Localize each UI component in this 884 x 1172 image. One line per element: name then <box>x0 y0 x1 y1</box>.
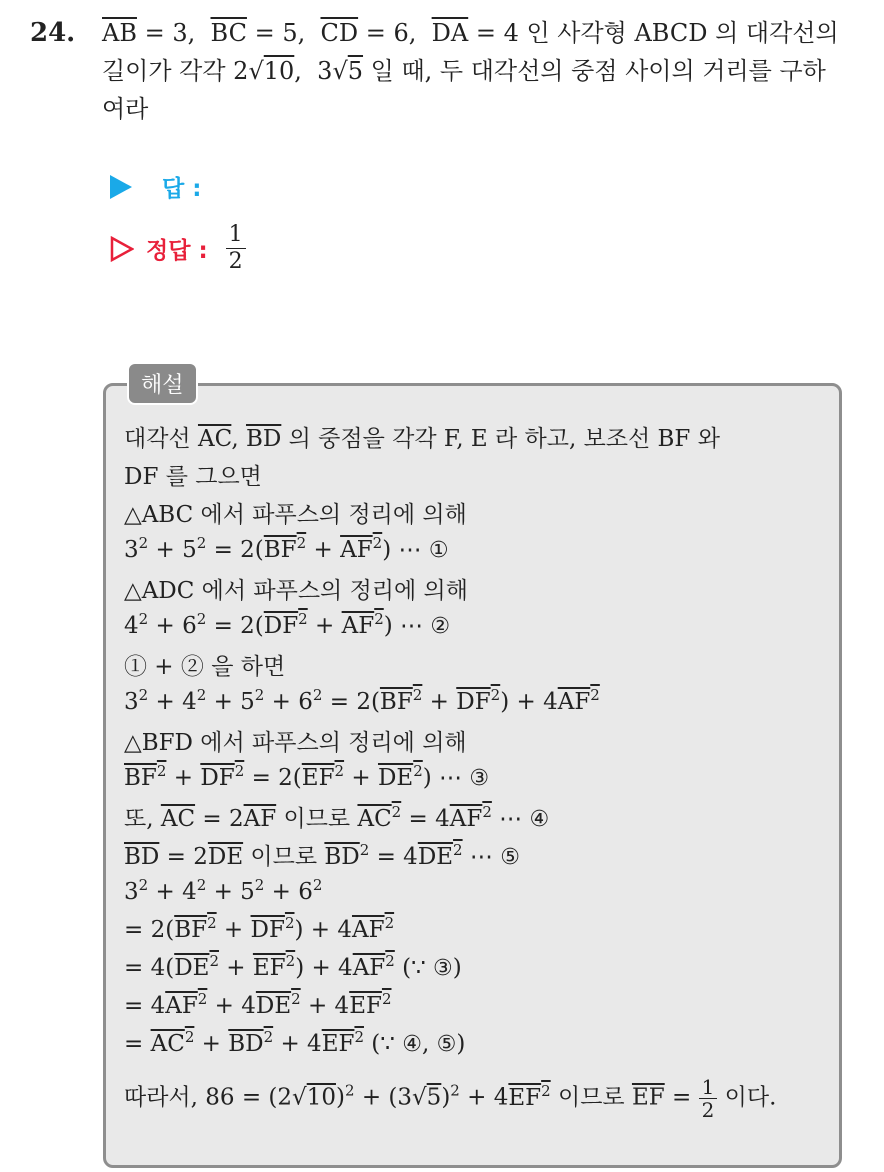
question-number: 24. <box>30 18 76 48</box>
solution-line: $3^2 + 4^2 + 5^2 + 6^2 = 2(BF^2 + DF^2) + 4AF^2$ <box>124 686 600 715</box>
answer-row <box>110 170 201 203</box>
solution-line: $\overline{BD} = 2\overline{DE}$ 이므로 $\overline{BD}^2 = 4DE^2$ ⋯ ⑤ <box>124 841 520 870</box>
solution-line: $3^2 + 5^2 = 2(BF^2 + AF^2)$ ⋯ ① <box>124 534 449 563</box>
solution-line: △ABC 에서 파푸스의 정리에 의해 <box>124 502 467 528</box>
fraction-numerator: 1 <box>226 222 246 249</box>
solution-line: 따라서, $86 = (2√10)^2 + (3√5)^2 + 4EF^2$ 이므로 $\overline{EF}$ = $\frac{1}{2}$ 이다. <box>124 1075 777 1122</box>
solution-line: $BF^2 + DF^2 = 2(EF^2 + DE^2)$ ⋯ ③ <box>124 762 490 791</box>
solution-line: = $AC^2 + BD^2 + 4EF^2$ (∵ ④, ⑤) <box>124 1028 466 1057</box>
fraction-denominator: 2 <box>228 249 243 274</box>
question-line-2: 길이가 각각 2√10, 3√5 일 때, 두 대각선의 중점 사이의 거리를 구하 <box>102 57 826 85</box>
solution-line: 대각선 $\overline{AC}$, $\overline{BD}$ 의 중점을 각각 F, E 라 하고, 보조선 BF 와 <box>124 426 720 452</box>
solution-line: $3^2 + 4^2 + 5^2 + 6^2$ <box>124 876 323 905</box>
solution-tag: 해설 <box>127 362 198 405</box>
solution-line: △BFD 에서 파푸스의 정리에 의해 <box>124 730 467 756</box>
solution-line: = $4AF^2 + 4DE^2 + 4EF^2$ <box>124 990 392 1019</box>
solution-line: $4^2 + 6^2 = 2(DF^2 + AF^2)$ ⋯ ② <box>124 610 451 639</box>
question-text <box>102 14 870 128</box>
question-line-1: $\overline{AB} = 3$, $\overline{BC} = 5$, $\overline{CD} = 6$, $\overline{DA} = 4$ 인 사각형 ABCD 의 대각선의 <box>102 19 839 47</box>
correct-answer-row <box>110 222 246 275</box>
problem-statement <box>30 14 870 128</box>
question-line-3: 여라 <box>102 95 149 123</box>
correct-answer-fraction <box>226 222 246 275</box>
outline-triangle-icon <box>110 236 134 262</box>
play-triangle-icon <box>110 175 132 199</box>
solution-line: ① + ② 을 하면 <box>124 654 286 680</box>
answer-label: 답 : <box>162 176 202 202</box>
solution-line: = $4(DE^2 + EF^2) + 4AF^2$ (∵ ③) <box>124 952 462 981</box>
correct-answer-label: 정답 : <box>146 238 208 264</box>
solution-line: 또, $\overline{AC} = 2\overline{AF}$ 이므로 $AC^2 = 4AF^2$ ⋯ ④ <box>124 803 550 832</box>
solution-line: △ADC 에서 파푸스의 정리에 의해 <box>124 578 468 604</box>
solution-line: DF 를 그으면 <box>124 464 262 490</box>
solution-line: = $2(BF^2 + DF^2) + 4AF^2$ <box>124 914 395 943</box>
